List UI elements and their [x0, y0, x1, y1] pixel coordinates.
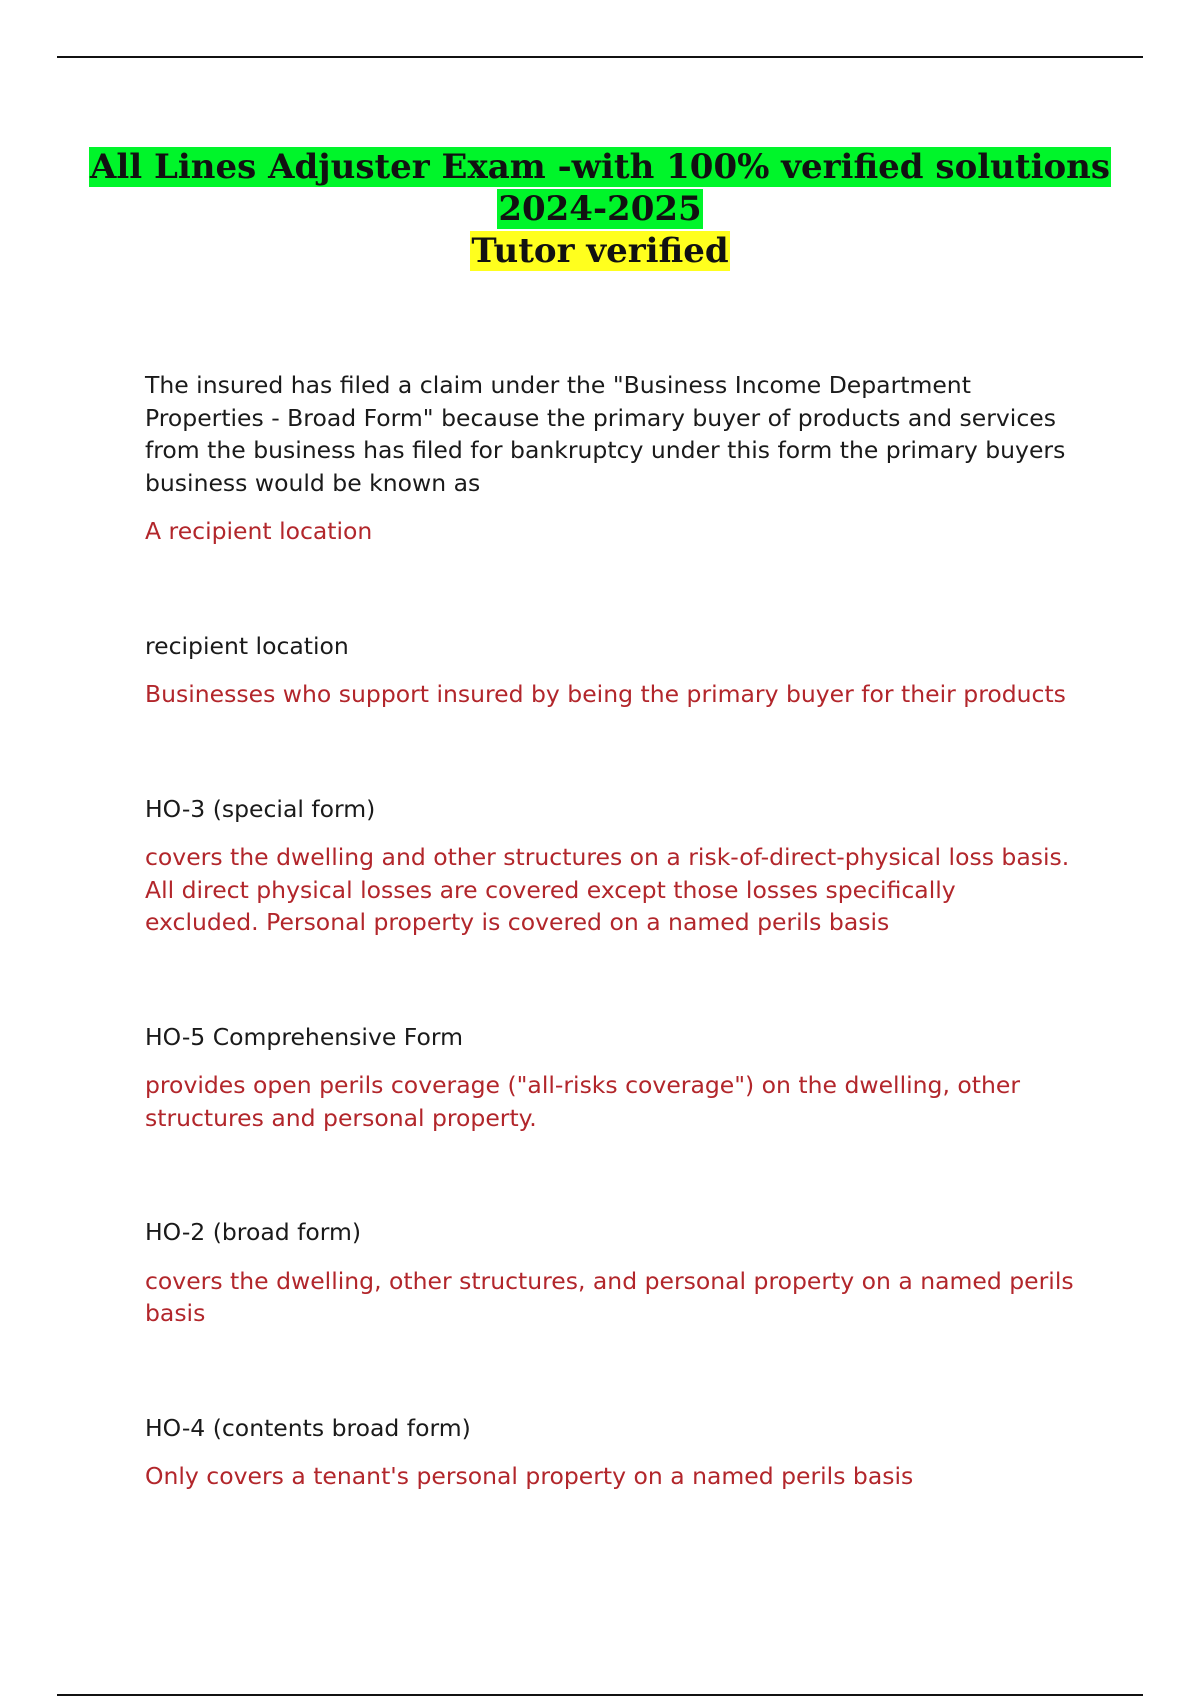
document-subtitle: Tutor verified [471, 231, 729, 271]
qa-item [145, 793, 1075, 939]
answer-text: A recipient location [145, 517, 373, 545]
qa-list [145, 369, 1075, 1493]
qa-item [145, 369, 1075, 548]
question-text: HO-5 Comprehensive Form [145, 1022, 463, 1051]
question-text: recipient location [145, 631, 349, 660]
bottom-rule [57, 1694, 1143, 1696]
answer-text: Businesses who support insured by being the primary buyer for their products [145, 680, 1066, 708]
qa-item [145, 630, 1075, 711]
answer-text: covers the dwelling, other structures, and personal property on a named perils basis [145, 1266, 1074, 1327]
question-text: The insured has filed a claim under the "Business Income Department Properties - Broad Form" because the primary buyer of products and services from the business has filed for bankruptcy under this form the primary buyers business would be known as [145, 371, 1066, 497]
document-title-line1: All Lines Adjuster Exam -with 100% verified solutions [89, 147, 1111, 187]
question-text: HO-2 (broad form) [145, 1218, 362, 1246]
question-text: HO-3 (special form) [145, 794, 376, 823]
document-title-line2: 2024-2025 [498, 189, 702, 229]
answer-text: covers the dwelling and other structures on a risk-of-direct-physical loss basis. All direct physical losses are covered except those losses specifically excluded. Personal property is covered on a named perils basis [145, 843, 1070, 936]
top-rule [57, 56, 1143, 58]
document-header [0, 146, 1200, 272]
question-text: HO-4 (contents broad form) [145, 1413, 471, 1442]
qa-item [145, 1216, 1075, 1330]
qa-item [145, 1021, 1075, 1135]
qa-item [145, 1412, 1075, 1493]
answer-text: provides open perils coverage ("all-risks coverage") on the dwelling, other structures and personal property. [145, 1071, 1020, 1132]
answer-text: Only covers a tenant's personal property on a named perils basis [145, 1462, 914, 1490]
